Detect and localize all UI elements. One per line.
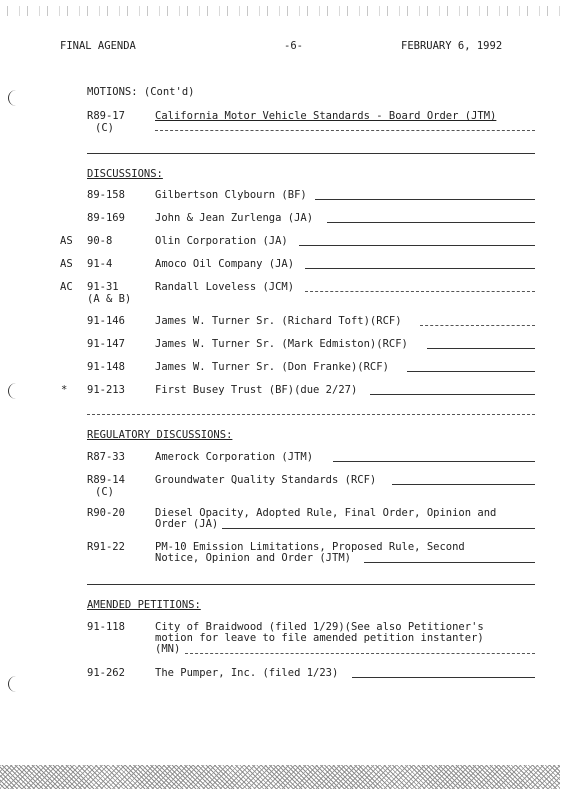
item-subnumber: (A & B) [87, 293, 132, 305]
item-title: James W. Turner Sr. (Don Franke)(RCF) [155, 361, 389, 373]
item-subnumber: (C) [95, 122, 114, 134]
blank-line [370, 394, 535, 395]
item-number: R89-14 [87, 474, 125, 486]
blank-line [299, 245, 535, 246]
separator-line [87, 414, 535, 415]
item-title: James W. Turner Sr. (Richard Toft)(RCF) [155, 315, 402, 327]
header-left: FINAL AGENDA [60, 40, 136, 52]
blank-line [392, 484, 535, 485]
blank-line [427, 348, 535, 349]
scan-noise-bottom [0, 765, 560, 789]
section-heading-motions: MOTIONS: (Cont'd) [87, 86, 195, 98]
item-title: Gilbertson Clybourn (BF) [155, 189, 307, 201]
item-number: R87-33 [87, 451, 125, 463]
item-title: First Busey Trust (BF)(due 2/27) [155, 384, 358, 396]
item-mark: AS [60, 235, 73, 247]
section-heading-regulatory: REGULATORY DISCUSSIONS: [87, 429, 233, 441]
item-number: R91-22 [87, 541, 125, 553]
blank-line [364, 562, 535, 563]
item-number: 89-169 [87, 212, 125, 224]
item-number: 91-213 [87, 384, 125, 396]
item-number: 91-118 [87, 621, 125, 633]
blank-line [305, 268, 535, 269]
item-subnumber: (C) [95, 486, 114, 498]
blank-line [333, 461, 535, 462]
item-mark: AC [60, 281, 73, 293]
item-number: 91-147 [87, 338, 125, 350]
item-title: The Pumper, Inc. (filed 1/23) [155, 667, 339, 679]
item-title-line: Order (JA) [155, 518, 219, 530]
item-title: Amerock Corporation (JTM) [155, 451, 314, 463]
scan-noise-top [0, 6, 566, 16]
item-title-line: (MN) [155, 643, 181, 655]
separator-line [87, 153, 535, 154]
item-title: Groundwater Quality Standards (RCF) [155, 474, 377, 486]
blank-line [327, 222, 535, 223]
item-title: California Motor Vehicle Standards - Board Order (JTM) [155, 110, 497, 122]
blank-line [315, 199, 535, 200]
page-number: -6- [284, 40, 303, 52]
item-number: 89-158 [87, 189, 125, 201]
punch-hole-mark [8, 90, 19, 106]
item-title: James W. Turner Sr. (Mark Edmiston)(RCF) [155, 338, 408, 350]
item-number: 91-262 [87, 667, 125, 679]
blank-line [305, 291, 535, 292]
blank-line [420, 325, 535, 326]
blank-line [407, 371, 535, 372]
punch-hole-mark [8, 676, 19, 692]
section-heading-discussions: DISCUSSIONS: [87, 168, 163, 180]
item-title-line: Diesel Opacity, Adopted Rule, Final Order, Opinion and [155, 507, 497, 519]
item-title: Amoco Oil Company (JA) [155, 258, 295, 270]
item-number: 90-8 [87, 235, 113, 247]
header-date: FEBRUARY 6, 1992 [401, 40, 503, 52]
separator-line [87, 584, 535, 585]
item-title: John & Jean Zurlenga (JA) [155, 212, 314, 224]
blank-line [222, 528, 535, 529]
item-title-line: PM-10 Emission Limitations, Proposed Rule, Second [155, 541, 465, 553]
item-number: R89-17 [87, 110, 125, 122]
item-title: Randall Loveless (JCM) [155, 281, 295, 293]
item-title-line: motion for leave to file amended petition instanter) [155, 632, 484, 644]
punch-hole-mark [8, 383, 19, 399]
item-number: 91-4 [87, 258, 113, 270]
item-number: 91-148 [87, 361, 125, 373]
item-mark: AS [60, 258, 73, 270]
item-title: Olin Corporation (JA) [155, 235, 288, 247]
item-number: 91-146 [87, 315, 125, 327]
item-mark: * [61, 384, 68, 396]
item-title-line: City of Braidwood (filed 1/29)(See also Petitioner's [155, 621, 484, 633]
item-number: 91-31 [87, 281, 119, 293]
blank-line [155, 130, 535, 131]
item-title-line: Notice, Opinion and Order (JTM) [155, 552, 351, 564]
blank-line [185, 653, 535, 654]
blank-line [352, 677, 535, 678]
item-number: R90-20 [87, 507, 125, 519]
section-heading-amended: AMENDED PETITIONS: [87, 599, 201, 611]
